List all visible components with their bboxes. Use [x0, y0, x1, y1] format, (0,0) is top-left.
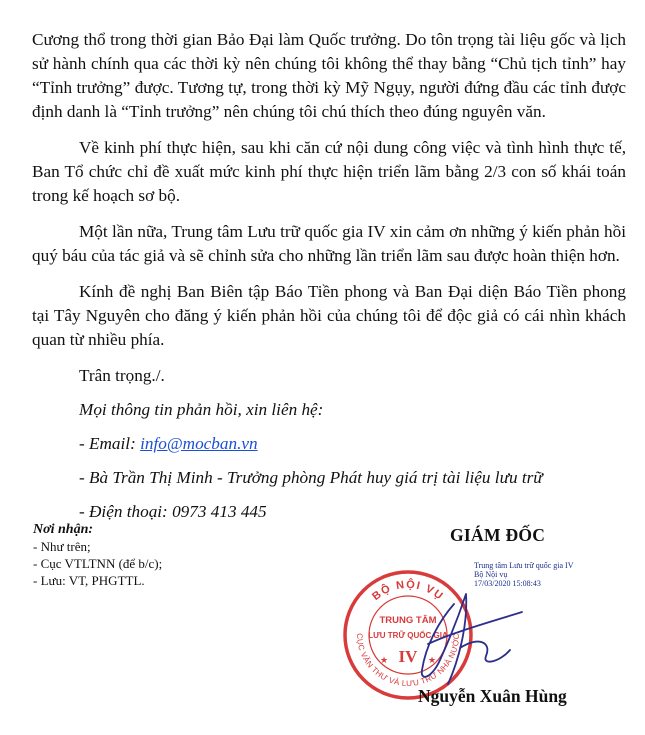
signature-timestamp: 17/03/2020 15:08:43 — [474, 579, 541, 588]
signer-title: GIÁM ĐỐC — [450, 525, 546, 545]
email-label: - Email: — [79, 434, 141, 453]
recipients-block — [33, 521, 273, 589]
seal-numeral: IV — [398, 647, 418, 666]
closing-greeting: Trân trọng./. — [79, 366, 165, 385]
paragraph-heritage-note: Cương thổ trong thời gian Bảo Đại làm Quốc trưởng. Do tôn trọng tài liệu gốc và lịch sử hành chính qua các thời kỳ nên chúng tôi không thể thay bằng “Chủ tịch tỉnh” hay “Tỉnh trưởng” được. Tương tự, trong thời kỳ Mỹ Ngụy, người đứng đầu các tỉnh được định danh là “Tỉnh trưởng” nên chúng tôi chú thích theo đúng nguyên văn. — [32, 30, 626, 121]
seal-star-right: ★ — [428, 656, 437, 666]
contact-person: - Bà Trần Thị Minh - Trưởng phòng Phát huy giá trị tài liệu lưu trữ — [79, 468, 543, 487]
seal-line-2: LƯU TRỮ QUỐC GIA — [368, 631, 448, 640]
signature-ministry: Bộ Nội vụ — [474, 570, 508, 579]
seal-top-text: BỘ NỘI VỤ — [370, 578, 446, 604]
contact-phone: - Điện thoại: 0973 413 445 — [79, 502, 267, 521]
seal-star-left: ★ — [380, 656, 389, 666]
signer-name: Nguyễn Xuân Hùng — [418, 686, 567, 706]
signature-org: Trung tâm Lưu trữ quốc gia IV — [474, 561, 574, 570]
handwritten-signature — [396, 582, 526, 692]
paragraph-thanks: Một lần nữa, Trung tâm Lưu trữ quốc gia IV xin cảm ơn những ý kiến phản hồi quý báu của tác giả và sẽ chỉnh sửa cho những lần triển lãm sau được hoàn thiện hơn. — [32, 222, 626, 265]
contact-intro: Mọi thông tin phản hồi, xin liên hệ: — [79, 400, 324, 419]
recipients-title: Nơi nhận: — [33, 522, 94, 537]
paragraph-request: Kính đề nghị Ban Biên tập Báo Tiền phong và Ban Đại diện Báo Tiền phong tại Tây Nguyên cho đăng ý kiến phản hồi của chúng tôi để độc giả có cái nhìn khách quan từ nhiều phía. — [32, 282, 626, 349]
paragraph-budget: Về kinh phí thực hiện, sau khi căn cứ nội dung công việc và tình hình thực tế, Ban Tổ chức chỉ đề xuất mức kinh phí thực hiện triển lãm bằng 2/3 con số khái toán trong kế hoạch sơ bộ. — [32, 138, 626, 205]
contact-email-line — [32, 432, 626, 456]
email-link[interactable]: info@mocban.vn — [140, 434, 258, 453]
signature-stroke — [422, 594, 522, 684]
letter-body — [32, 28, 626, 534]
seal-line-1: TRUNG TÂM — [379, 615, 437, 626]
recipient-item: - Lưu: VT, PHGTTL. — [33, 573, 145, 588]
seal-bottom-text: CỤC VĂN THƯ VÀ LƯU TRỮ NHÀ NƯỚC — [354, 633, 462, 689]
recipient-item: - Như trên; — [33, 539, 91, 554]
recipient-item: - Cục VTLTNN (để b/c); — [33, 556, 163, 571]
